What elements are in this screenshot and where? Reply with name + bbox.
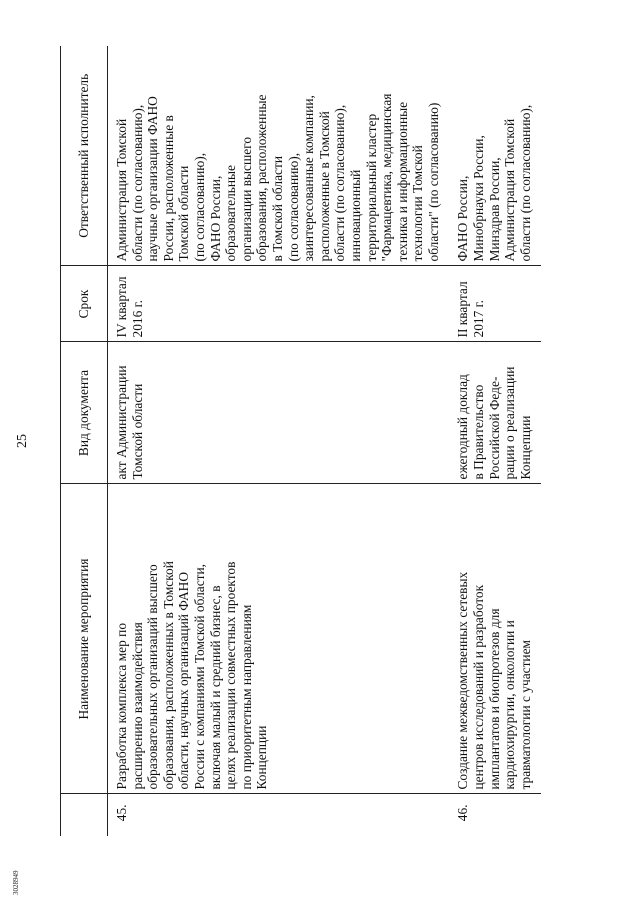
row-responsible: Администрация Томской области (по согласованию), научные организации ФАНО России, расположенные в Томской области (по согласованию), ФАНО России, образовательные организации высшего образования, расположенные в Томской области (по согласованию), заинтересованные компании, расположенные в Томской области (по согласованию), инновационный территориальный кластер "Фармацевтика, медицинская техника и информационные технологии Томской области" (по согласованию): [108, 46, 450, 266]
row-number: 46.: [455, 804, 471, 822]
row-deadline: II квартал 2017 г.: [449, 266, 541, 342]
row-doc-type: ежегодный доклад в Правительство Российской Феде- рации о реализации Концепции: [449, 342, 541, 484]
table-row: [449, 46, 541, 836]
header-deadline: Срок: [61, 266, 108, 342]
row-number: 45.: [114, 804, 129, 822]
header-responsible: Ответственный исполнитель: [61, 46, 108, 266]
row-responsible: ФАНО России, Минобрнауки России, Минздрав России, Администрация Томской области (по согласованию),: [449, 46, 541, 266]
row-doc-type: акт Администрации Томской области: [108, 342, 450, 484]
table-header-row: [61, 46, 108, 836]
measures-table: [60, 46, 541, 836]
row-name: Разработка комплекса мер по расширению взаимодействия образовательных организаций высшего образования, расположенных в Томской области, научных организаций ФАНО России с компаниями Томской области, включая малый и средний бизнес, в целях реализации совместных проектов по приоритетным направлениям Концепции: [108, 484, 450, 794]
header-name: Наименование мероприятия: [61, 484, 108, 794]
header-doc-type: Вид документа: [61, 342, 108, 484]
document-id: 3028949: [12, 870, 20, 895]
page-number: 25: [15, 434, 30, 448]
rotated-content: [15, 46, 533, 836]
row-deadline: IV квартал 2016 г.: [108, 266, 450, 342]
header-number: [61, 794, 108, 836]
row-name: Создание межведомственных сетевых центров исследований и разработок имплантатов и биопротезов для кардиохирургии, онкологии и травматологии с участием: [449, 484, 541, 794]
table-row: [108, 46, 450, 836]
